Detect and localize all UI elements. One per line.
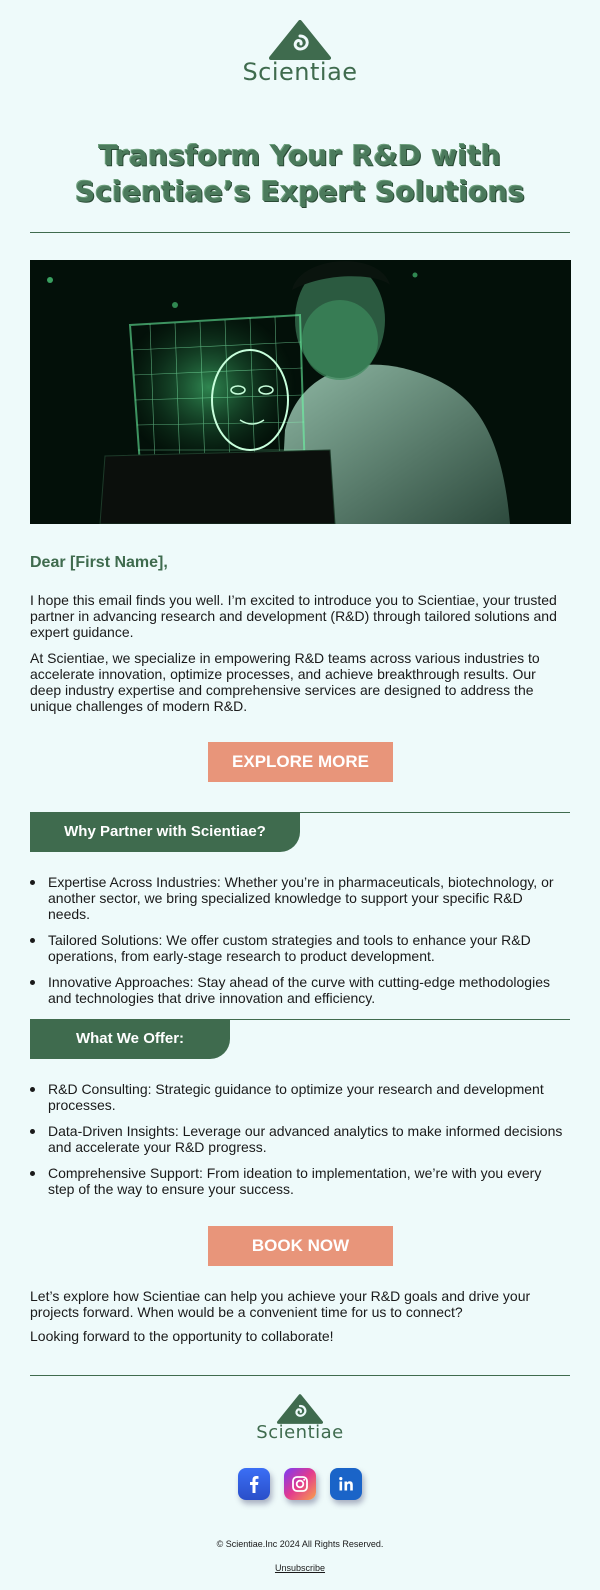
book-now-button[interactable]: BOOK NOW xyxy=(208,1226,393,1266)
why-partner-heading: Why Partner with Scientiae? xyxy=(30,812,300,852)
intro-paragraph-1: I hope this email finds you well. I’m excited to introduce you to Scientiae, your trusted partner in advancing research and development (R&D) through tailored solutions and expert guidance. xyxy=(30,592,557,640)
footer-logo-wordmark: Scientiae xyxy=(256,1422,344,1443)
list-item: Innovative Approaches: Stay ahead of the curve with cutting-edge methodologies and technologies that drive innovation and efficiency. xyxy=(48,974,568,1006)
intro-paragraph-2: At Scientiae, we specialize in empowering R&D teams across various industries to accelerate innovation, optimize processes, and achieve breakthrough results. Our deep industry expertise and comprehensive services are designed to address the unique challenges of modern R&D. xyxy=(30,650,540,714)
what-we-offer-list xyxy=(48,1081,568,1207)
list-item: Tailored Solutions: We offer custom strategies and tools to enhance your R&D operations, from early-stage research to product development. xyxy=(48,932,568,964)
explore-more-button[interactable]: EXPLORE MORE xyxy=(208,742,393,782)
list-item: Comprehensive Support: From ideation to implementation, we’re with you every step of the way to ensure your success. xyxy=(48,1165,568,1197)
copyright-text: © Scientiae.Inc 2024 All Rights Reserved. xyxy=(216,1539,384,1549)
headline xyxy=(30,138,570,210)
closing-signoff: Looking forward to the opportunity to collaborate! xyxy=(30,1328,334,1344)
unsubscribe-link[interactable]: Unsubscribe xyxy=(274,1563,326,1573)
facebook-icon[interactable] xyxy=(238,1468,270,1500)
closing-paragraph: Let’s explore how Scientiae can help you achieve your R&D goals and drive your projects forward. When would be a convenient time for us to connect? xyxy=(30,1288,531,1320)
list-item: Expertise Across Industries: Whether you’re in pharmaceuticals, biotechnology, or another sector, we bring specialized knowledge to support your specific R&D needs. xyxy=(48,874,568,922)
list-item: Data-Driven Insights: Leverage our advanced analytics to make informed decisions and accelerate your R&D progress. xyxy=(48,1123,568,1155)
scientiae-logo-icon xyxy=(277,1394,323,1424)
hero-image xyxy=(30,260,571,524)
list-item: R&D Consulting: Strategic guidance to optimize your research and development processes. xyxy=(48,1081,568,1113)
greeting: Dear [First Name], xyxy=(30,554,168,571)
social-links xyxy=(0,1468,600,1500)
headline-line-1: Transform Your R&D with xyxy=(98,139,502,172)
instagram-icon[interactable] xyxy=(284,1468,316,1500)
headline-line-2: Scientiae’s Expert Solutions xyxy=(75,175,525,208)
what-we-offer-heading: What We Offer: xyxy=(30,1019,230,1059)
why-partner-list xyxy=(48,874,568,1016)
footer-divider xyxy=(30,1375,570,1376)
header-logo xyxy=(0,20,600,86)
divider xyxy=(30,232,570,233)
footer-logo xyxy=(0,1394,600,1443)
scientiae-logo-icon xyxy=(269,20,331,60)
logo-wordmark: Scientiae xyxy=(242,58,358,86)
linkedin-icon[interactable] xyxy=(330,1468,362,1500)
scientist-hologram-image xyxy=(30,260,571,524)
